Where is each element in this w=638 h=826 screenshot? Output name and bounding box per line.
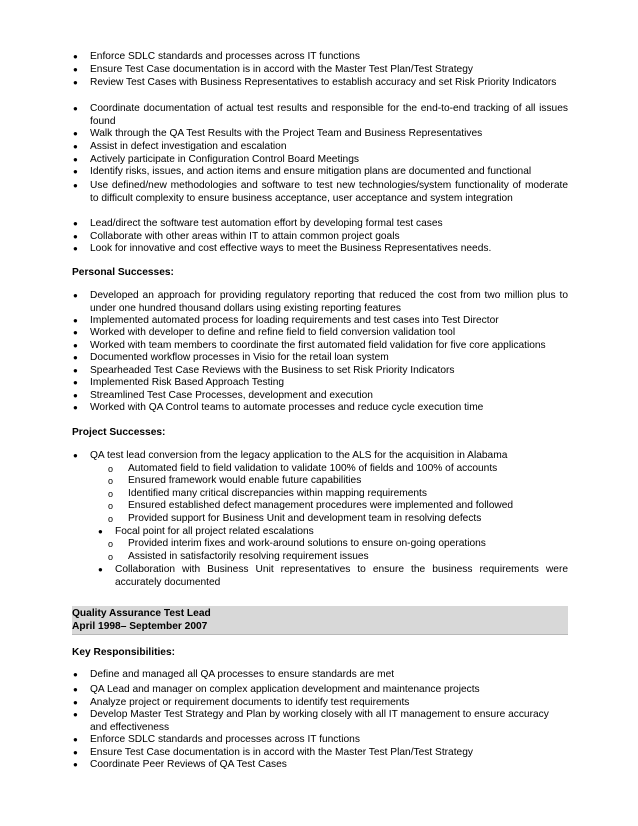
bullet-icon: ● [73,698,78,707]
bullet-icon: ● [98,565,103,574]
bullet-icon: ● [73,403,78,412]
bullet-icon: ● [73,670,78,679]
bullet-icon: ● [73,451,78,460]
bullet-icon: ● [73,52,78,61]
bullet-icon: ● [73,328,78,337]
bullet-icon: ● [73,710,78,719]
job-title: Quality Assurance Test Lead [72,608,211,619]
bullet-icon: ● [73,735,78,744]
job-title-band [72,606,568,635]
bullet-icon: ● [73,104,78,113]
bullet-icon: ● [73,378,78,387]
circle-bullet-icon: o [108,501,114,511]
bullet-icon: ● [73,685,78,694]
bullet-icon: ● [73,155,78,164]
circle-bullet-icon: o [108,464,114,474]
bullet-icon: ● [73,353,78,362]
bullet-icon: ● [73,167,78,176]
bullet-icon: ● [73,232,78,241]
personal-successes-heading: Personal Successes: [72,267,174,278]
bullet-icon: ● [73,291,78,300]
bullet-icon: ● [73,129,78,138]
circle-bullet-icon: o [108,476,114,486]
bullet-icon: ● [73,391,78,400]
bullet-icon: ● [73,219,78,228]
circle-bullet-icon: o [108,552,114,562]
bullet-icon: ● [73,78,78,87]
bullet-icon: ● [73,316,78,325]
bullet-icon: ● [73,181,78,190]
bullet-icon: ● [73,341,78,350]
job-dates: April 1998– September 2007 [72,621,208,632]
bullet-icon: ● [73,142,78,151]
bullet-icon: ● [73,748,78,757]
bullet-icon: ● [98,527,103,536]
circle-bullet-icon: o [108,539,114,549]
bullet-icon: ● [73,244,78,253]
circle-bullet-icon: o [108,514,114,524]
bullet-icon: ● [73,65,78,74]
bullet-icon: ● [73,760,78,769]
resume-page: ● Enforce SDLC standards and processes across IT functions ● Ensure Test Case documentation is in accord with the Master Test Plan/Test Strategy ● Review Test Cases with Business Representatives to establish accuracy and set Risk Priority Indicators ● Coordinate documentation of actual test results and responsible for the end-to-end tracking of all issues found ● Walk through the QA Test Results with the Project Team and Business Representatives ● Assist in defect investigation and escalation ● Actively participate in Configuration Control Board Meetings ● Identify risks, issues, and action items and ensure mitigation plans are documented and functional ● Use defined/new methodologies and software to test new technologies/system functionality of moderate to difficult complexity to ensure business acceptance, user acceptance and system integration ● Lead/direct the software test automation effort by developing formal test cases ● Collaborate with other areas within IT to attain common project goals ● Look for innovative and cost effective ways to meet the Business Representatives needs. Personal Successes: ● Developed an approach for providing regulatory reporting that reduced the cost from two million plus to under one hundred thousand dollars using existing reporting features ● Implemented automated process for loading requirements and test cases into Test Director ● Worked with developer to define and refine field to field conversion validation tool ● Worked with team members to coordinate the first automated field validation for five core applications ● Documented workflow processes in Visio for the retail loan system ● Spearheaded Test Case Reviews with the Business to set Risk Priority Indicators ● Implemented Risk Based Approach Testing ● Streamlined Test Case Processes, development and execution ● Worked with QA Control teams to automate processes and reduce cycle execution time Project Successes: ● QA test lead conversion from the legacy application to the ALS for the acquisition in Alabama o Automated field to field validation to validate 100% of fields and 100% of accounts o Ensured framework would enable future capabilities o Identified many critical discrepancies within mapping requirements o Ensured established defect management procedures were implemented and followed o Provided support for Business Unit and development team in resolving defects ● Focal point for all project related escalations o Provided interim fixes and work-around solutions to ensure on-going operations o Assisted in satisfactorily resolving requirement issues ● Collaboration with Business Unit representatives to ensure the business requirements were accurately documented Quality Assurance Test Lead April 1998– September 2007 Key Responsibilities: ● Define and managed all QA processes to ensure standards are met ● QA Lead and manager on complex application development and maintenance projects ● Analyze project or requirement documents to identify test requirements ● Develop Master Test Strategy and Plan by working closely with all IT management to ensure accuracy and effectiveness ● Enforce SDLC standards and processes across IT functions ● Ensure Test Case documentation is in accord with the Master Test Plan/Test Strategy ● Coordinate Peer Reviews of QA Test Cases [72,51,568,770]
bullet-icon: ● [73,366,78,375]
circle-bullet-icon: o [108,489,114,499]
project-successes-heading: Project Successes: [72,427,166,438]
key-responsibilities-heading: Key Responsibilities: [72,647,176,658]
